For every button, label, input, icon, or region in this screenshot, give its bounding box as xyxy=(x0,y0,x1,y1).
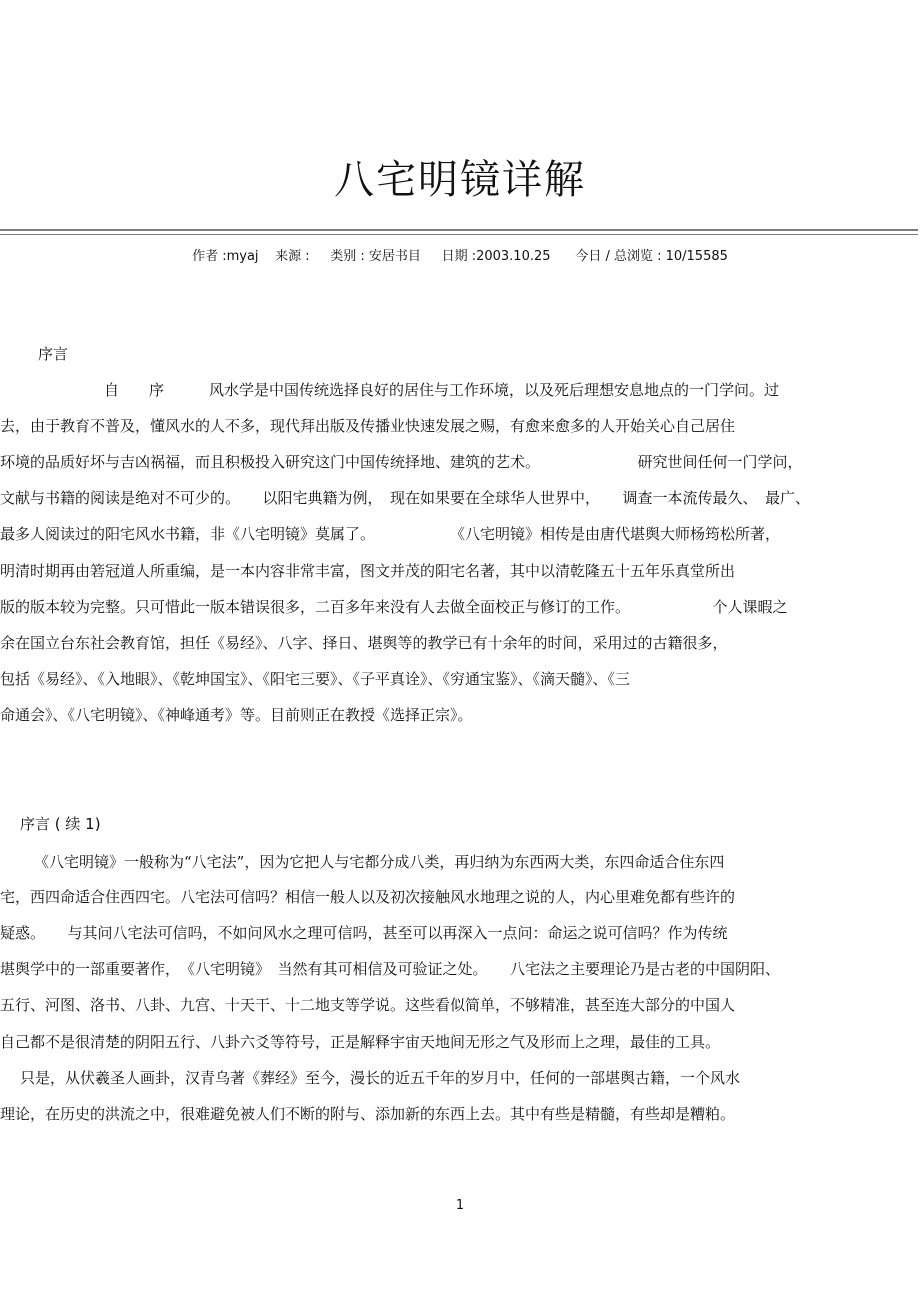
page-number: 1 xyxy=(455,1198,465,1213)
paragraph-line: 疑惑。 与其问八宅法可信吗，不如问风水之理可信吗，甚至可以再深入一点问：命运之说可信吗？作为传统 xyxy=(0,924,728,942)
title-divider xyxy=(0,229,918,231)
paragraph-line: 余在国立台东社会教育馆，担任《易经》、八字、择日、堪舆等的教学已有十余年的时间，采用过的古籍很多， xyxy=(0,634,728,652)
article-meta xyxy=(0,246,920,268)
paragraph-line: 理论，在历史的洪流之中，很难避免被人们不断的附与、添加新的东西上去。其中有些是精髓，有些却是糟粕。 xyxy=(0,1105,736,1123)
title-divider-thin xyxy=(0,234,918,235)
meta-category: 类别 : 安居书目 xyxy=(330,249,421,264)
page-title: 八宅明镜详解 xyxy=(334,157,586,203)
paragraph-line: 去，由于教育不普及，懂风水的人不多，现代拜出版及传播业快速发展之赐，有愈来愈多的人开始关心自己居住 xyxy=(0,417,736,435)
paragraph-line: 命通会》、《八宅明镜》、《神峰通考》等。目前则正在教授《选择正宗》。 xyxy=(0,706,473,724)
paragraph-line: 明清时期再由箬冠道人所重编，是一本内容非常丰富，图文并茂的阳宅名著，其中以清乾隆五十五年乐真堂所出 xyxy=(0,562,736,580)
paragraph-line: 文献与书籍的阅读是绝对不可少的。 以阳宅典籍为例， 现在如果要在全球华人世界中， 调查一本流传最久、 最广、 xyxy=(0,489,811,507)
paragraph-line: 宅，西四命适合住西四宅。八宅法可信吗？相信一般人以及初次接触风水地理之说的人，内心里难免都有些许的 xyxy=(0,888,736,906)
paragraph-line: 只是，从伏羲圣人画卦，汉青乌著《葬经》至今，漫长的近五千年的岁月中，任何的一部堪舆古籍，一个风水 xyxy=(20,1069,741,1087)
paragraph-line: 最多人阅读过的阳宅风水书籍，非《八宅明镜》莫属了。 《八宅明镜》相传是由唐代堪舆大师杨筠松所著， xyxy=(0,525,781,543)
paragraph-line: 环境的品质好坏与吉凶祸福，而且积极投入研究这门中国传统择地、建筑的艺术。 研究世间任何一门学问， xyxy=(0,453,803,471)
meta-author: 作者 :myaj xyxy=(192,249,259,264)
section-heading: 序言 ( 续 1) xyxy=(20,815,101,833)
meta-source: 来源 : xyxy=(275,249,310,264)
meta-views: 今日 / 总浏览 : 10/15585 xyxy=(575,249,728,264)
paragraph-line: 堪舆学中的一部重要著作， 《八宅明镜》 当然有其可相信及可验证之处。 八宅法之主要理论乃是古老的中国阴阳、 xyxy=(0,960,781,978)
paragraph-line: 《八宅明镜》一般称为“八宅法”，因为它把人与宅都分成八类，再归纳为东西两大类，东四命适合住东四 xyxy=(34,853,725,871)
paragraph-line: 包括《易经》、《入地眼》、《乾坤国宝》、《阳宅三要》、《子平真诠》、《穷通宝鉴》、《滴天髓》、《三 xyxy=(0,670,631,688)
paragraph-line: 自己都不是很清楚的阴阳五行、八卦六爻等符号，正是解释宇宙天地间无形之气及形而上之理，最佳的工具。 xyxy=(0,1033,721,1051)
meta-date: 日期 :2003.10.25 xyxy=(441,249,551,264)
paragraph-line: 版的版本较为完整。只可惜此一版本错误很多，二百多年来没有人去做全面校正与修订的工作。 个人课暇之 xyxy=(0,598,788,616)
section-heading: 序言 xyxy=(38,345,69,363)
paragraph-line: 自 序 风水学是中国传统选择良好的居住与工作环境，以及死后理想安息地点的一门学问。过 xyxy=(104,381,780,399)
paragraph-line: 五行、河图、洛书、八卦、九宫、十天干、十二地支等学说。这些看似简单，不够精准，甚至连大部分的中国人 xyxy=(0,996,736,1014)
